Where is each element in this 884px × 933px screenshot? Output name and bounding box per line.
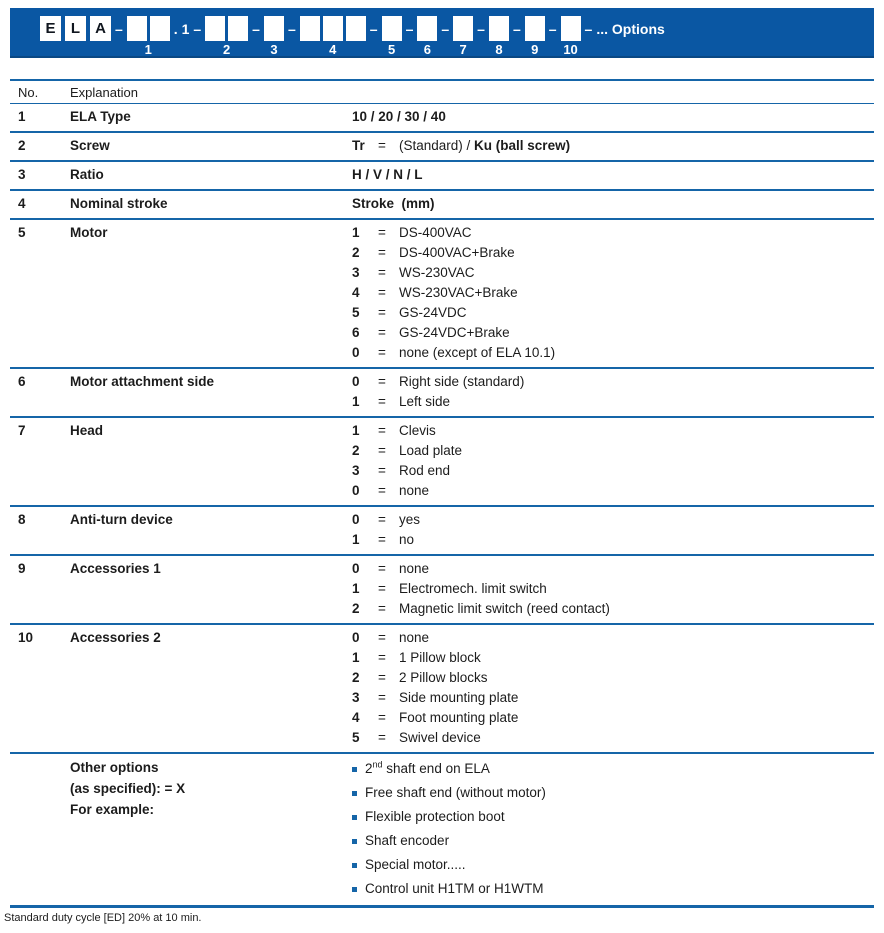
code-group-number: 7 [459,42,467,57]
option-code: Tr [352,138,365,153]
table-body [10,104,874,908]
text-part: none [399,561,430,576]
code-group [561,16,581,57]
row-number: 9 [18,561,26,576]
equals-sign: = [378,561,386,576]
option-line [352,243,874,263]
table-row [10,104,874,133]
table-row [10,507,874,556]
row-label: Accessories 2 [70,630,161,645]
bullet-square-icon [352,767,357,772]
option-line [352,648,874,668]
equals-sign: = [378,225,386,240]
text-part: none (except of ELA 10.1) [399,345,556,360]
table-header-row [10,81,874,104]
superscript-text: nd [372,759,383,770]
table-row [10,162,874,191]
text-part: DS-400VAC [399,225,472,240]
option-text [399,461,450,481]
equals-sign: = [378,374,386,389]
option-text [352,194,435,214]
code-group [300,16,366,57]
code-group-boxes [264,16,284,41]
bullet-item [352,829,874,853]
code-group [205,16,248,57]
text-part: Magnetic limit switch (reed contact) [399,601,610,616]
row-number: 2 [18,138,26,153]
other-options-label-line [70,778,352,799]
text-part: none [399,483,430,498]
option-text [399,628,429,648]
code-box [228,16,248,41]
option-code: 0 [352,512,360,527]
option-line [352,668,874,688]
equals-sign: = [378,690,386,705]
code-dash: – [548,20,557,37]
code-letter-box: A [90,16,111,41]
option-code: 1 [352,581,360,596]
code-box [489,16,509,41]
table-row [10,418,874,507]
bullet-square-icon [352,815,357,820]
code-dash: – [193,20,202,37]
other-options-row [10,754,874,908]
option-line [352,599,874,619]
equals-sign: = [378,305,386,320]
text-part: (Standard) / [399,138,475,153]
row-values [352,165,874,185]
option-line [352,194,874,214]
row-values [352,136,874,156]
option-text [399,530,414,550]
code-dash: – [369,20,378,37]
option-code: 0 [352,374,360,389]
equals-sign: = [378,345,386,360]
row-values [352,107,874,127]
equals-sign: = [378,670,386,685]
text-part: Foot mounting plate [399,710,519,725]
equals-sign: = [378,443,386,458]
footer-note: Standard duty cycle [ED] 20% at 10 min. [4,912,202,924]
other-options-label [70,757,352,901]
option-text [399,136,570,156]
text-part: Control unit H1TM or H1WTM [365,881,544,896]
row-values [352,194,874,214]
code-text: . 1 [173,20,190,37]
equals-sign: = [378,710,386,725]
table-row [10,556,874,625]
code-letter-box: L [65,16,86,41]
code-group-number: 2 [223,42,231,57]
row-values [352,559,874,619]
other-options-label-line [70,757,352,778]
equals-sign: = [378,138,386,153]
option-code: 4 [352,710,360,725]
option-code: 5 [352,730,360,745]
option-code: 4 [352,285,360,300]
option-line [352,372,874,392]
option-text [399,559,429,579]
option-code: 0 [352,630,360,645]
row-number: 5 [18,225,26,240]
text-part: 10 / 20 / 30 / 40 [352,109,446,124]
row-values [352,510,874,550]
option-text [399,243,515,263]
text-part: Special motor..... [365,857,466,872]
option-line [352,136,874,156]
column-header-no: No. [18,85,39,100]
option-line [352,421,874,441]
code-group-number: 3 [270,42,278,57]
option-code: 1 [352,394,360,409]
bullet-text [365,805,505,829]
equals-sign: = [378,463,386,478]
text-part: Stroke (mm) [352,196,435,211]
code-dash: – [584,20,593,37]
option-text [399,441,462,461]
row-number-empty [18,757,70,901]
row-label: Motor [70,225,108,240]
row-values [352,223,874,363]
option-text [399,372,524,392]
row-values [352,372,874,412]
code-dash: – [252,20,260,37]
bullet-item [352,877,874,901]
code-group [382,16,402,57]
option-text [399,392,450,412]
equals-sign: = [378,730,386,745]
column-header-explanation: Explanation [70,85,138,100]
option-text [399,648,481,668]
table-row [10,625,874,754]
equals-sign: = [378,650,386,665]
bullet-text [365,829,449,853]
code-box [205,16,225,41]
option-code: 1 [352,225,360,240]
row-values [352,421,874,501]
text-part: Clevis [399,423,436,438]
option-code: 1 [352,423,360,438]
row-number: 4 [18,196,26,211]
text-part: shaft end on ELA [382,761,490,776]
code-dash: – [477,20,485,37]
equals-sign: = [378,265,386,280]
code-dash: – [115,20,123,37]
code-letter-box: E [40,16,61,41]
text-part: Other options [70,760,159,775]
bullet-item [352,781,874,805]
option-text [399,303,467,323]
code-group-boxes [127,16,170,41]
code-box [525,16,545,41]
option-code: 1 [352,650,360,665]
text-part: (as specified): [70,781,161,796]
text-part: none [399,630,430,645]
code-box [127,16,147,41]
code-group-boxes [205,16,248,41]
text-part: 2 Pillow blocks [399,670,488,685]
table-row [10,133,874,162]
code-dash: – [441,20,450,37]
text-part: Free shaft end (without motor) [365,785,546,800]
option-line [352,461,874,481]
row-label: Anti-turn device [70,512,173,527]
code-group [453,16,473,57]
text-part: Right side (standard) [399,374,525,389]
text-part: 1 Pillow block [399,650,481,665]
option-text [399,481,429,501]
equals-sign: = [378,630,386,645]
ordering-code-table [10,79,874,908]
code-group [489,16,509,57]
text-part: Ku (ball screw) [474,138,571,153]
text-part: For example: [70,802,155,817]
option-code: 2 [352,443,360,458]
other-options-values [352,757,874,901]
equals-sign: = [378,532,386,547]
bullet-text [365,781,546,805]
equals-sign: = [378,285,386,300]
code-group-number: 1 [144,42,152,57]
row-label: Motor attachment side [70,374,215,389]
text-part: yes [399,512,421,527]
code-box [264,16,284,41]
option-line [352,728,874,748]
option-line [352,223,874,243]
text-part: WS-230VAC [399,265,475,280]
bullet-text [365,757,490,781]
table-row [10,220,874,369]
row-number: 6 [18,374,26,389]
code-group-boxes [382,16,402,41]
equals-sign: = [378,394,386,409]
option-line [352,530,874,550]
code-group-number: 9 [531,42,539,57]
option-text [399,668,488,688]
code-group [417,16,437,57]
equals-sign: = [378,325,386,340]
code-dash: – [512,20,521,37]
option-line [352,343,874,363]
code-group-boxes [561,16,581,41]
bullet-item [352,757,874,781]
option-code: 0 [352,483,360,498]
code-group [127,16,170,57]
text-part: GS-24VDC+Brake [399,325,510,340]
equals-sign: = [378,245,386,260]
option-text [352,165,423,185]
option-text [399,579,547,599]
option-code: 2 [352,245,360,260]
option-code: 0 [352,561,360,576]
text-part: Flexible protection boot [365,809,505,824]
code-group-number: 5 [387,42,396,57]
text-part: no [399,532,415,547]
option-line [352,392,874,412]
bullet-square-icon [352,887,357,892]
row-values [352,628,874,748]
equals-sign: = [378,423,386,438]
table-row [10,369,874,418]
option-code: 6 [352,325,360,340]
equals-sign: = [378,581,386,596]
row-label: Head [70,423,104,438]
text-part: GS-24VDC [399,305,467,320]
option-code: 2 [352,601,360,616]
row-number: 8 [18,512,26,527]
table-row [10,191,874,220]
code-box [417,16,437,41]
code-group-boxes [453,16,473,41]
code-box [453,16,473,41]
option-text [399,510,420,530]
option-text [399,421,436,441]
option-line [352,303,874,323]
row-label: ELA Type [70,109,131,124]
option-code: 3 [352,690,360,705]
bullet-square-icon [352,791,357,796]
option-text [399,599,610,619]
text-part: H / V / N / L [352,167,423,182]
equals-sign: = [378,601,386,616]
text-part: Load plate [399,443,463,458]
option-line [352,559,874,579]
bullet-square-icon [352,839,357,844]
code-dash: – [287,20,296,37]
option-code: 1 [352,532,360,547]
option-line [352,481,874,501]
option-line [352,107,874,127]
option-line [352,283,874,303]
row-label: Accessories 1 [70,561,161,576]
option-line [352,688,874,708]
code-box [323,16,343,41]
text-part: Shaft encoder [365,833,450,848]
bullet-item [352,853,874,877]
text-part: Side mounting plate [399,690,519,705]
code-dash: – [405,20,414,37]
text-part: Swivel device [399,730,481,745]
option-text [399,323,510,343]
option-line [352,628,874,648]
option-line [352,323,874,343]
option-text [399,708,518,728]
code-box [300,16,320,41]
option-text [399,223,472,243]
option-text [399,343,555,363]
row-label: Ratio [70,167,104,182]
code-group-boxes [417,16,437,41]
text-part: WS-230VAC+Brake [399,285,518,300]
text-part: DS-400VAC+Brake [399,245,515,260]
row-number: 7 [18,423,26,438]
code-group-number: 10 [563,42,578,57]
option-text [352,107,446,127]
option-line [352,510,874,530]
code-box [561,16,581,41]
bullet-item [352,805,874,829]
bullet-square-icon [352,863,357,868]
code-group-boxes [300,16,366,41]
code-box [382,16,402,41]
option-code: 2 [352,670,360,685]
code-group [525,16,545,57]
ordering-code-bar [10,8,874,58]
text-part: Rod end [399,463,451,478]
option-text [399,283,518,303]
code-group-boxes [525,16,545,41]
equals-sign: = [378,512,386,527]
row-label: Nominal stroke [70,196,168,211]
text-part: = X [160,781,186,796]
code-box [346,16,366,41]
option-code: 5 [352,305,360,320]
column-header-values [352,85,874,100]
row-number: 1 [18,109,26,124]
other-options-label-line [70,799,352,820]
code-group-number: 6 [423,42,431,57]
row-number: 10 [18,630,34,645]
bullet-text [365,853,466,877]
text-part: Left side [399,394,451,409]
option-code: 3 [352,265,360,280]
equals-sign: = [378,483,386,498]
bullet-text [365,877,544,901]
code-group-number: 4 [329,42,337,57]
code-group-boxes [489,16,509,41]
option-line [352,441,874,461]
options-label: ... Options [596,20,665,37]
option-line [352,579,874,599]
text-part: 2 [365,761,373,776]
text-part: Electromech. limit switch [399,581,547,596]
row-number: 3 [18,167,26,182]
option-text [399,263,475,283]
code-group [264,16,284,57]
row-label: Screw [70,138,110,153]
option-line [352,165,874,185]
option-text [399,728,481,748]
option-text [399,688,518,708]
code-group-number: 8 [495,42,503,57]
code-box [150,16,170,41]
option-code: 0 [352,345,360,360]
option-code: 3 [352,463,360,478]
option-line [352,708,874,728]
option-line [352,263,874,283]
